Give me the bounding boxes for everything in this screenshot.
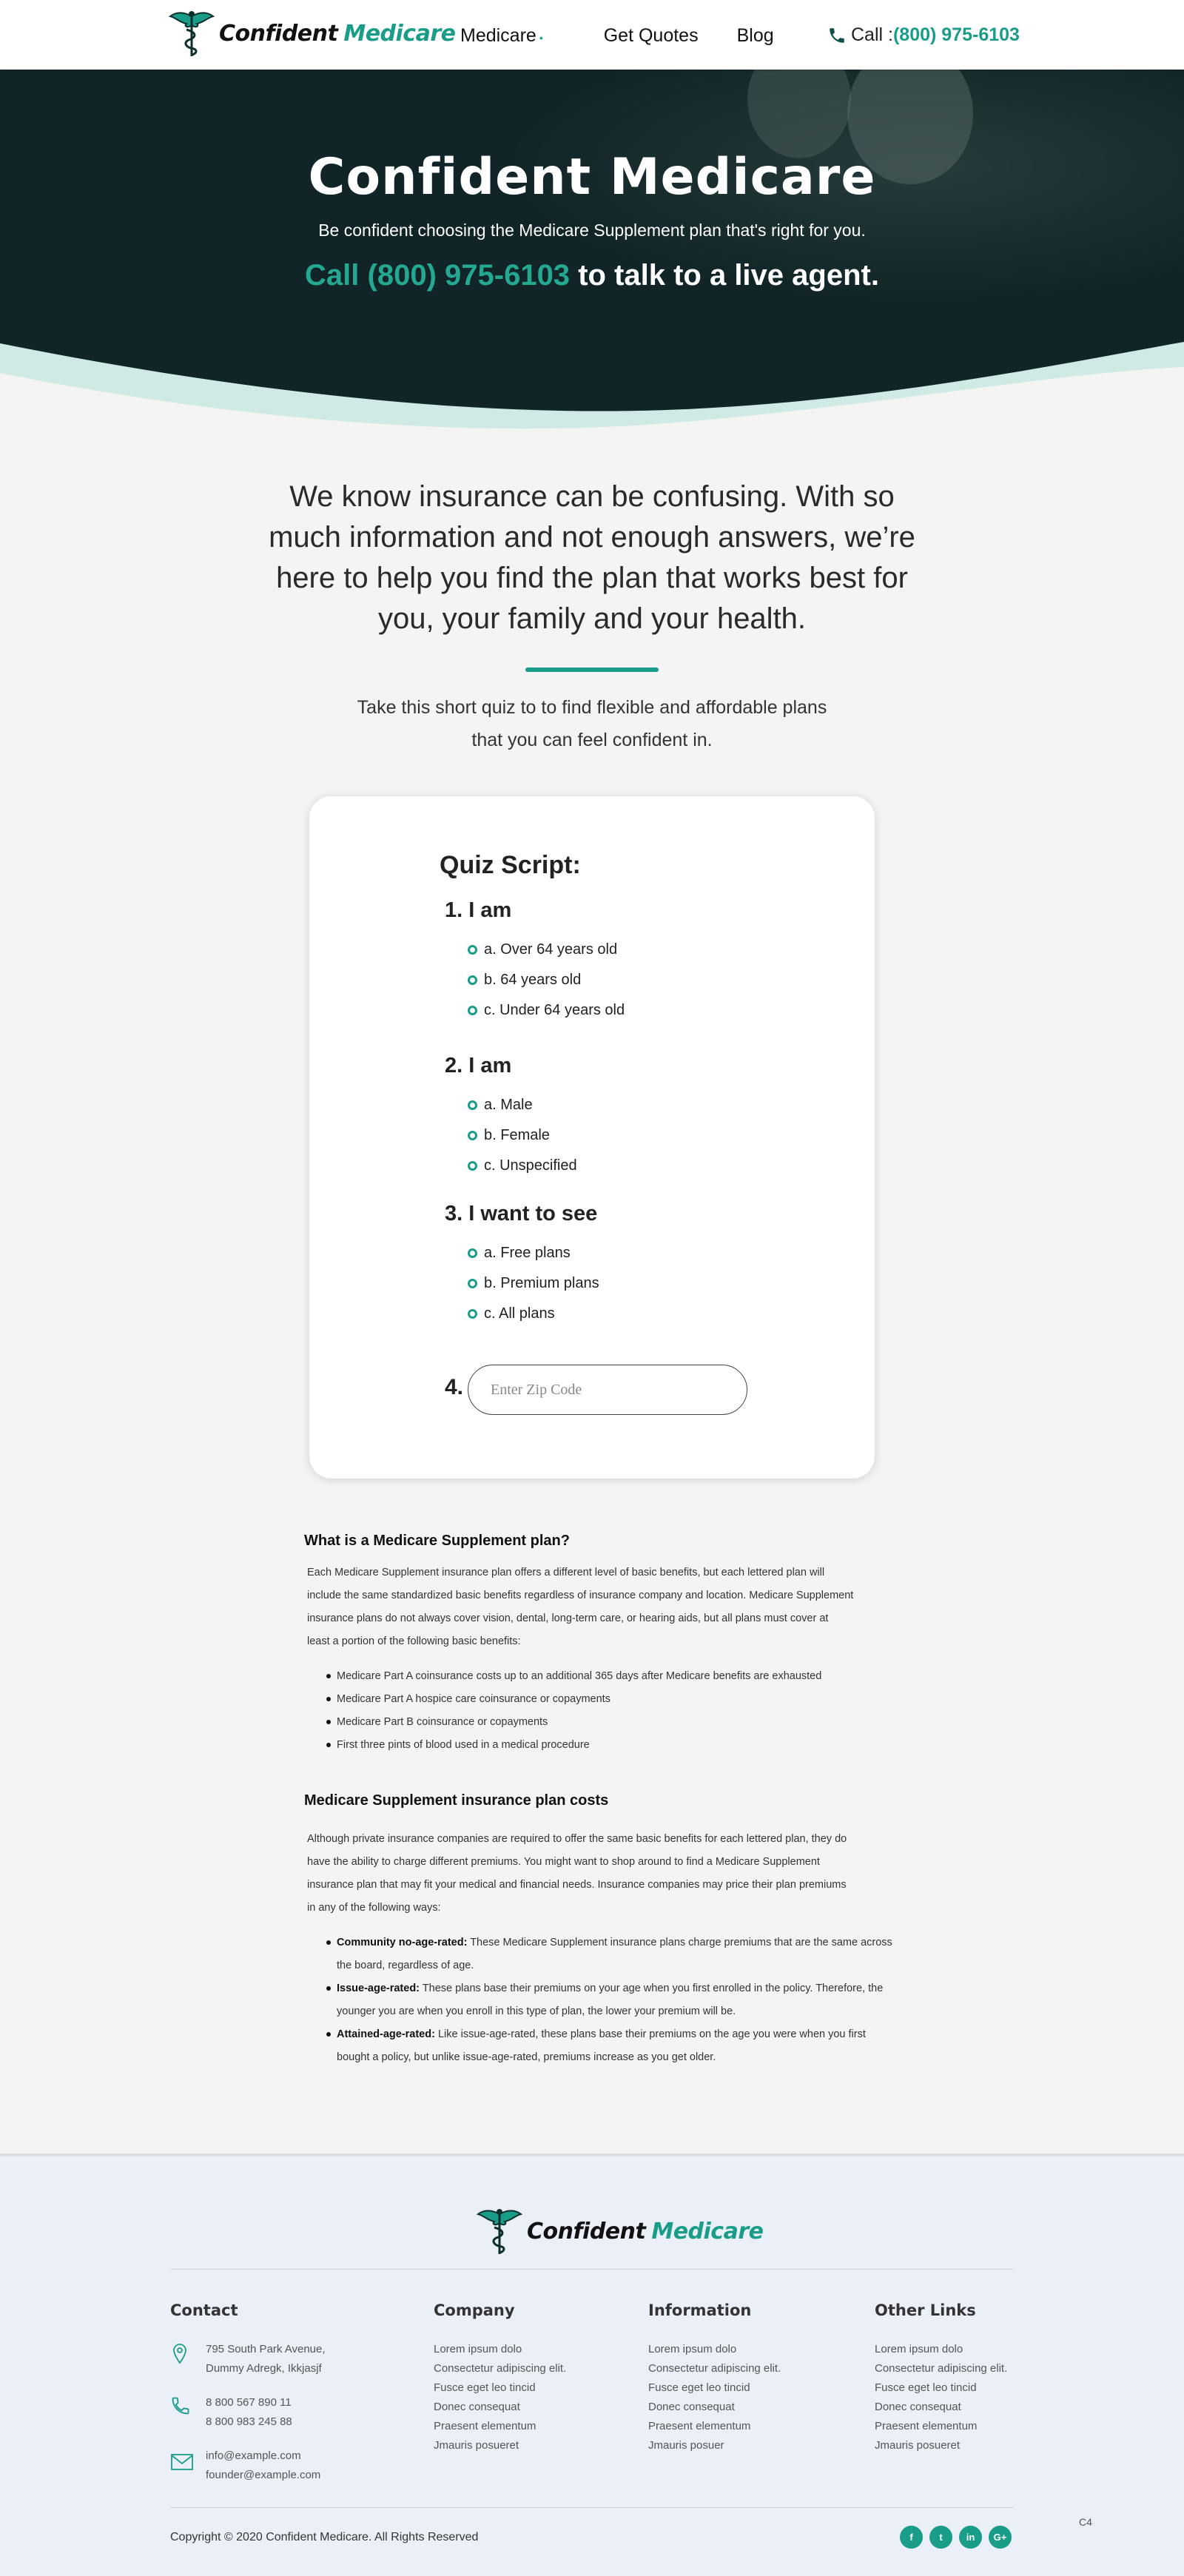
article2-bullets [326,1931,892,2069]
brand-part1: Confident [219,20,338,47]
paragraph-line: least a portion of the following basic benefits: [307,1635,521,1647]
list-item: First three pints of blood used in a medical procedure [326,1734,821,1757]
question-1-label: 1. I am [445,898,512,922]
company-heading: Company [434,2301,515,2319]
location-pin-icon [172,2343,188,2365]
bullet-term: Issue-age-rated: [337,1983,420,1994]
intro-headline: We know insurance can be confusing. With so much information and not enough answers, we’re here to help you find the plan that works best for you, your family and your health. [269,480,915,635]
accent-divider [525,667,659,672]
bullet-text: the board, regardless of age. [337,1960,474,1971]
footer-link[interactable]: Consectetur adipiscing elit. [648,2362,781,2375]
option-label: b. Premium plans [484,1275,599,1291]
paragraph-line: Although private insurance companies are required to offer the same basic benefits for each lettered plan, they do [307,1833,847,1845]
quiz-option[interactable] [468,1097,533,1114]
call-number: (800) 975-6103 [892,24,1020,45]
footer-link[interactable]: Jmauris posueret [434,2439,519,2452]
other-links [875,2340,1007,2455]
quiz-card [309,796,875,1479]
bullet-text: younger you are when you enroll in this type of plan, the lower your premium will be. [337,2005,736,2017]
nav-medicare-label: Medicare [460,25,536,46]
option-label: a. Male [484,1097,533,1113]
footer-link[interactable]: Jmauris posueret [875,2439,961,2452]
list-item: Medicare Part B coinsurance or copayments [326,1711,821,1734]
list-item [326,1931,892,1977]
zip-code-input[interactable] [468,1365,747,1415]
radio-ring-icon [468,1006,477,1015]
nav-medicare[interactable] [460,25,543,47]
bullet-term: Attained-age-rated: [337,2028,435,2040]
article1-bullets [326,1665,821,1757]
bullet-text: These Medicare Supplement insurance plans charge premiums that are the same across [467,1937,892,1948]
paragraph-line: insurance plan that may fit your medical and financial needs. Insurance companies may price their plan premiums [307,1879,847,1891]
quiz-option[interactable] [468,1002,625,1019]
article2-heading: Medicare Supplement insurance plan costs [304,1792,609,1809]
information-links [648,2340,781,2455]
footer-logo[interactable] [477,2207,763,2256]
facebook-icon[interactable]: f [900,2526,923,2549]
site-header [0,0,1184,70]
radio-ring-icon [468,1309,477,1319]
list-item: Medicare Part A hospice care coinsurance or copayments [326,1688,821,1711]
header-call-link[interactable] [827,24,1020,46]
radio-ring-icon [468,975,477,985]
brand-part1: Confident [527,2218,646,2244]
corner-label: C4 [1079,2516,1092,2528]
footer-link[interactable]: Fusce eget leo tincid [648,2381,750,2394]
information-heading: Information [648,2301,752,2319]
option-label: c. Unspecified [484,1157,577,1174]
linkedin-icon[interactable]: in [959,2526,982,2549]
quiz-title: Quiz Script: [440,851,581,879]
bullet-text: These plans base their premiums on your age when you first enrolled in the policy. Therefore, the [420,1983,884,1994]
paragraph-line: include the same standardized basic benefits regardless of insurance company and location. Medicare Supplement [307,1590,854,1601]
radio-ring-icon [468,945,477,955]
nav-blog[interactable]: Blog [736,25,774,46]
mail-icon [170,2453,194,2471]
option-label: b. Female [484,1127,550,1143]
quiz-option[interactable] [468,1275,599,1292]
quiz-option[interactable] [468,1305,555,1322]
option-label: b. 64 years old [484,972,582,988]
list-item [326,2023,892,2069]
brand-part2: Medicare [343,20,456,47]
paragraph-line: Each Medicare Supplement insurance plan offers a different level of basic benefits, but each lettered plan will [307,1567,825,1578]
quiz-option[interactable] [468,1245,571,1262]
phone-icon [827,26,847,45]
footer-link[interactable]: Praesent elementum [648,2420,751,2432]
hero-call-line [0,259,1184,292]
bullet-term: Community no-age-rated: [337,1937,468,1948]
radio-ring-icon [468,1161,477,1171]
hero-call-rest: to talk to a live agent. [578,259,879,292]
question-2-label: 2. I am [445,1054,512,1077]
radio-ring-icon [468,1131,477,1140]
quiz-option[interactable] [468,941,617,958]
hero-title: Confident Medicare [308,148,876,206]
option-label: a. Over 64 years old [484,941,618,958]
radio-ring-icon [468,1248,477,1258]
company-links [434,2340,566,2455]
contact-address [206,2340,326,2378]
other-links-heading: Other Links [875,2301,976,2319]
footer-link[interactable]: Praesent elementum [434,2420,536,2432]
paragraph-line: insurance plans do not always cover vision, dental, long-term care, or hearing aids, but all plans must cover at [307,1612,829,1624]
zip-question-number: 4. [445,1375,464,1399]
article1-heading: What is a Medicare Supplement plan? [304,1533,570,1549]
radio-ring-icon [468,1100,477,1110]
caduceus-icon [477,2207,522,2256]
option-label: c. Under 64 years old [484,1002,625,1018]
brand-part2: Medicare [651,2218,764,2244]
question-3-label: 3. I want to see [445,1202,598,1225]
footer-link[interactable]: Consectetur adipiscing elit. [434,2362,567,2375]
radio-ring-icon [468,1279,477,1288]
footer-link[interactable]: Praesent elementum [875,2420,978,2432]
dropdown-dot-icon: • [539,32,543,44]
footer-divider [170,2269,1014,2270]
footer-link[interactable]: Lorem ipsum dolo [648,2343,737,2355]
copyright: Copyright © 2020 Confident Medicare. All Rights Reserved [170,2531,479,2543]
nav-get-quotes[interactable]: Get Quotes [603,25,699,46]
phone-link[interactable]: 8 800 983 245 88 [206,2415,292,2428]
footer-link[interactable]: Consectetur adipiscing elit. [875,2362,1008,2375]
social-links [893,2526,1012,2549]
footer-link[interactable]: Lorem ipsum dolo [434,2343,522,2355]
main-nav [460,25,813,47]
contact-phones [206,2393,292,2432]
paragraph-line: in any of the following ways: [307,1902,441,1914]
footer-link[interactable]: Fusce eget leo tincid [875,2381,977,2394]
header-logo[interactable] [169,9,455,58]
quiz-option[interactable] [468,1157,577,1174]
email-link[interactable]: info@example.com [206,2449,301,2462]
footer-link[interactable]: Lorem ipsum dolo [875,2343,963,2355]
footer-divider [170,2507,1014,2508]
site-footer [0,2153,1184,2576]
intro-subtext: Take this short quiz to to find flexible and affordable plans that you can feel confident in. [357,697,827,750]
article1-body [307,1561,853,1653]
twitter-icon[interactable]: t [929,2526,952,2549]
footer-link[interactable]: Fusce eget leo tincid [434,2381,536,2394]
hero-subtitle: Be confident choosing the Medicare Supplement plan that's right for you. [318,221,866,240]
bullet-text: Like issue-age-rated, these plans base their premiums on the age you were when you first [434,2028,866,2040]
address-line: Dummy Adregk, Ikkjasjf [206,2362,322,2375]
hero-call-number[interactable]: Call (800) 975-6103 [305,259,571,292]
google-plus-icon[interactable]: G+ [989,2526,1012,2549]
option-label: c. All plans [484,1305,555,1322]
phone-icon [170,2395,191,2416]
caduceus-icon [169,9,215,58]
call-label: Call : [851,24,893,45]
article2-body [307,1828,847,1920]
bullet-text: bought a policy, but unlike issue-age-rated, premiums increase as you get older. [337,2051,716,2063]
address-line: 795 South Park Avenue, [206,2343,326,2355]
contact-emails [206,2446,320,2485]
paragraph-line: have the ability to charge different premiums. You might want to shop around to find a Medicare Supplement [307,1856,820,1868]
footer-link[interactable]: Donec consequat [875,2401,961,2413]
footer-link[interactable]: Donec consequat [648,2401,735,2413]
footer-link[interactable]: Jmauris posuer [648,2439,724,2452]
email-link[interactable]: founder@example.com [206,2469,321,2481]
quiz-option[interactable] [468,1127,550,1144]
phone-link[interactable]: 8 800 567 890 11 [206,2396,292,2409]
option-label: a. Free plans [484,1245,571,1261]
quiz-option[interactable] [468,972,581,989]
list-item [326,1977,892,2023]
footer-link[interactable]: Donec consequat [434,2401,520,2413]
list-item: Medicare Part A coinsurance costs up to an additional 365 days after Medicare benefits are exhausted [326,1665,821,1688]
contact-heading: Contact [170,2301,238,2319]
